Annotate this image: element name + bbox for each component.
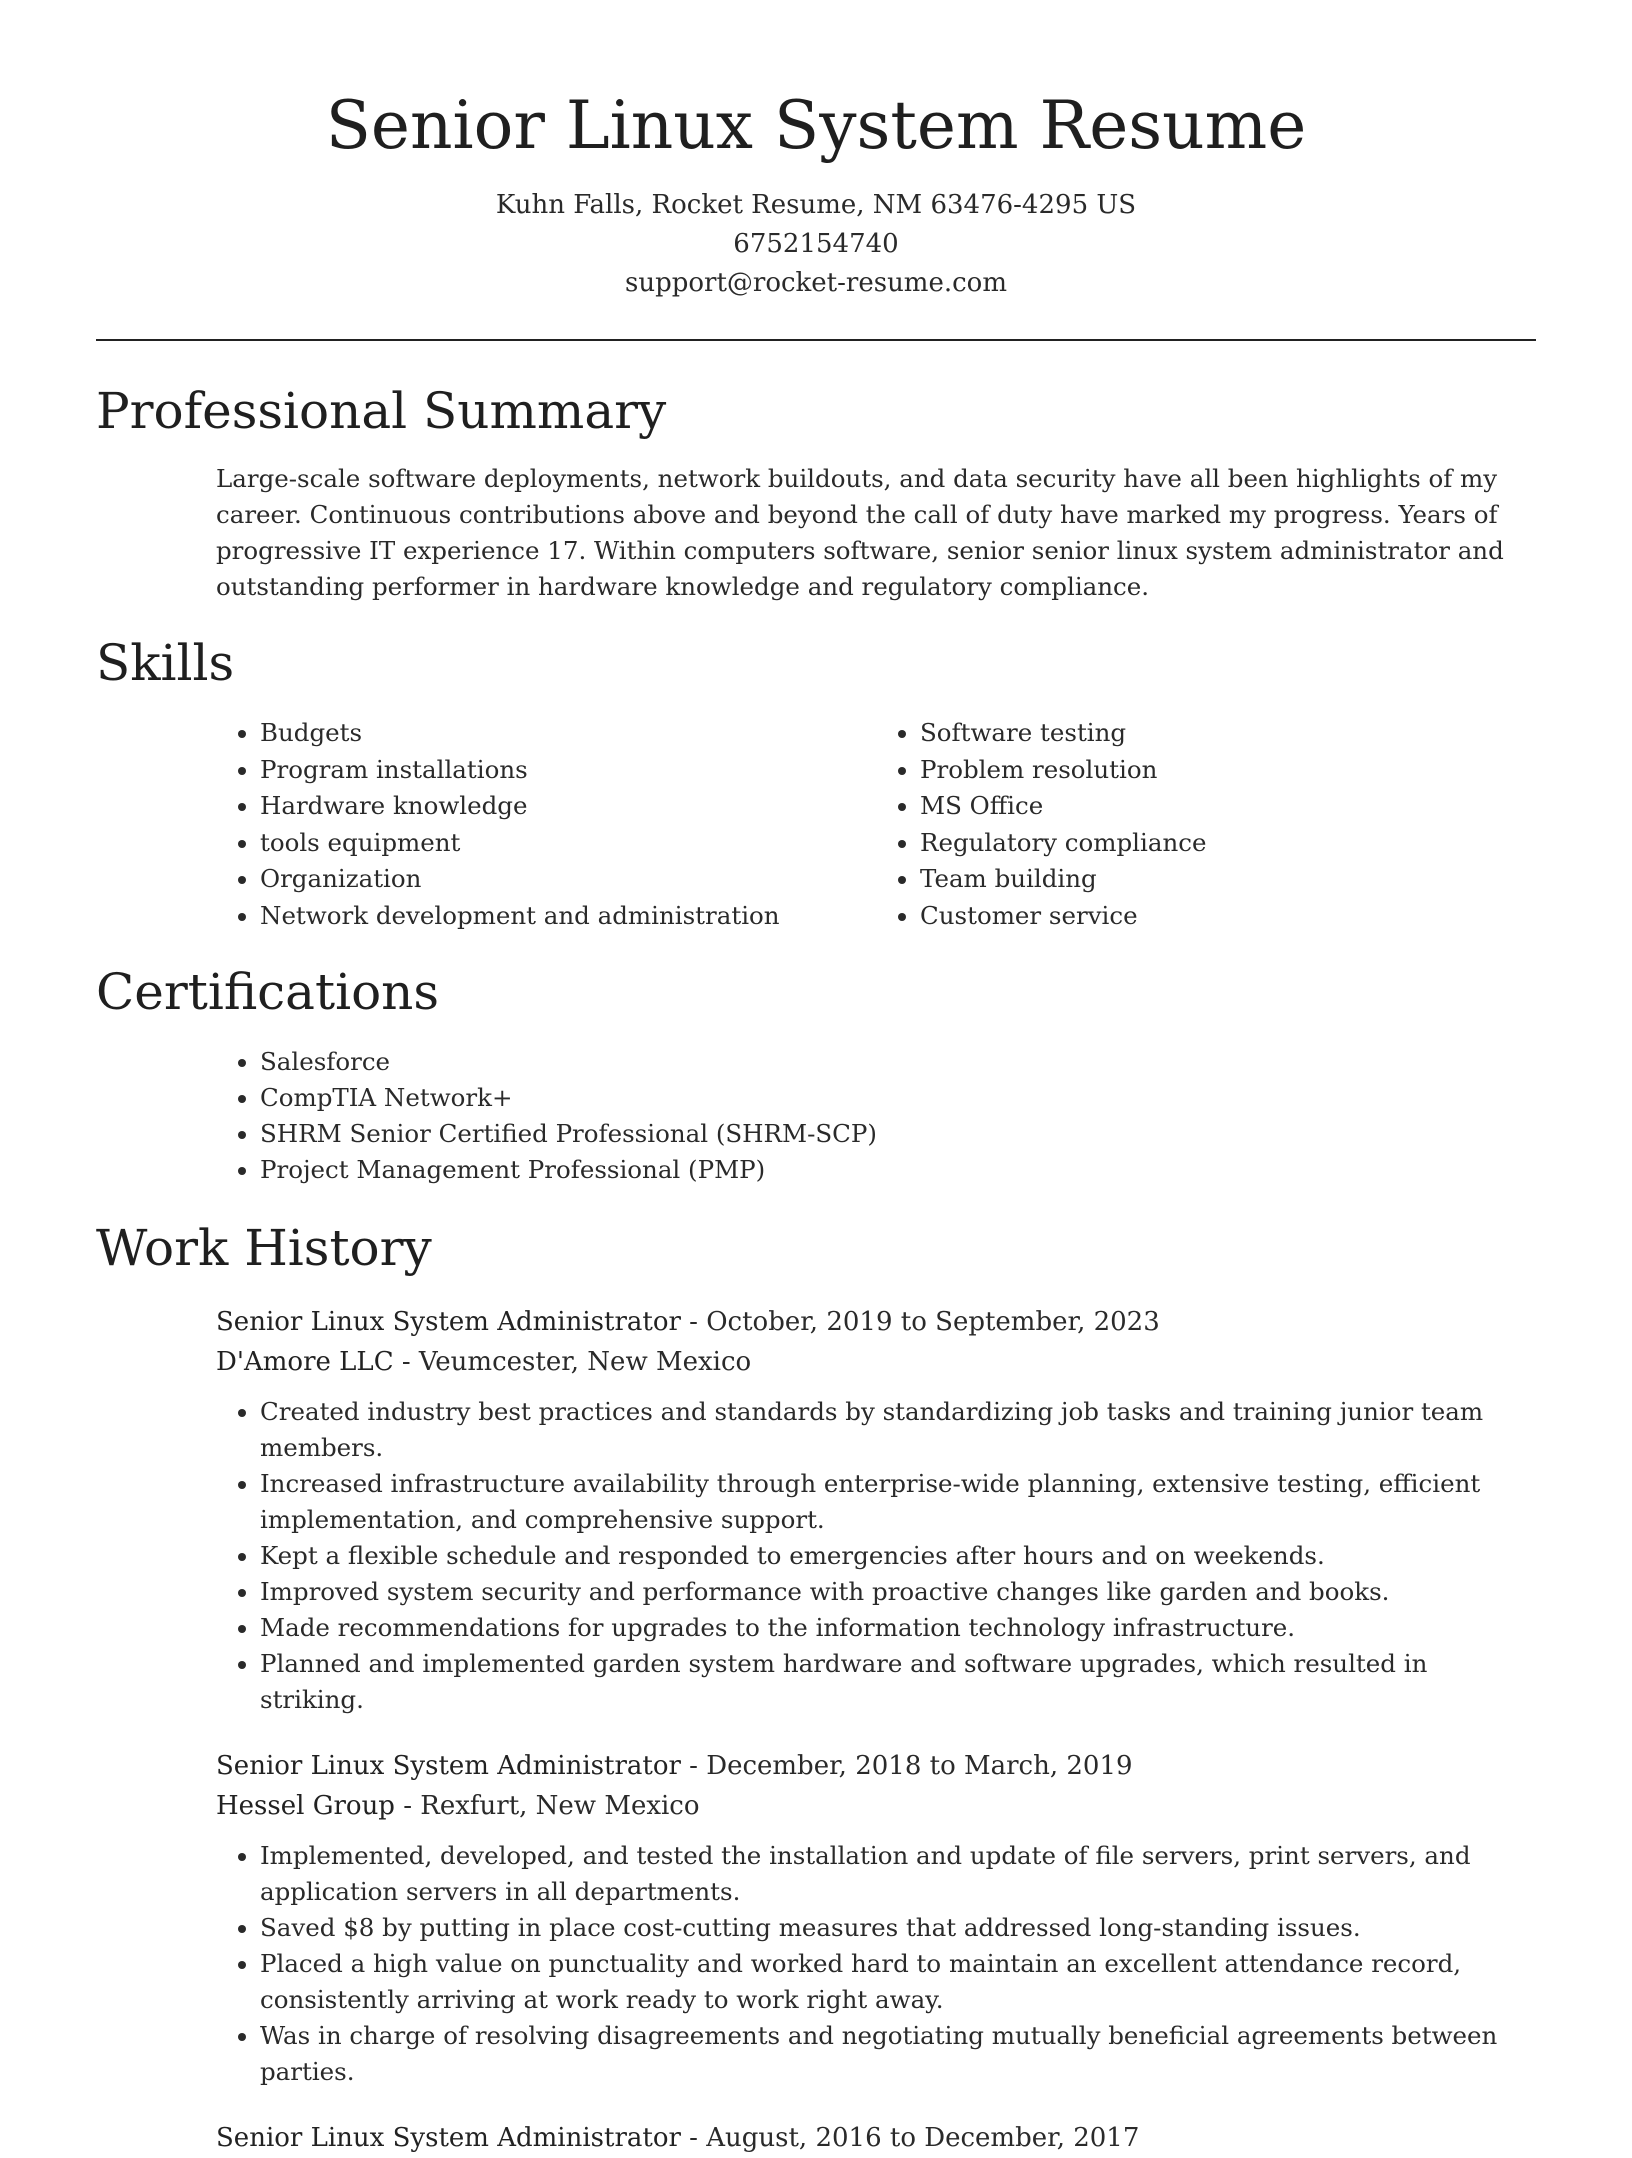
contact-phone: 6752154740 bbox=[733, 229, 899, 259]
job-bullet: • Implemented, developed, and tested the installation and update of file servers, print servers, and application servers in all departments. bbox=[260, 1838, 1536, 1910]
skill-item: • Hardware knowledge bbox=[260, 788, 876, 825]
skills-grid bbox=[216, 715, 1536, 934]
job-location: - Veumcester, New Mexico bbox=[393, 1347, 752, 1377]
job-bullets bbox=[216, 1838, 1536, 2090]
skill-item: • Customer service bbox=[920, 898, 1536, 935]
job-title-line bbox=[216, 2118, 1536, 2158]
job-bullet: • Increased infrastructure availability through enterprise-wide planning, extensive testing, efficient implementation, and comprehensive support. bbox=[260, 1466, 1536, 1538]
certification-item: • SHRM Senior Certified Professional (SHRM-SCP) bbox=[260, 1116, 1536, 1152]
certification-item: • CompTIA Network+ bbox=[260, 1080, 1536, 1116]
summary-text: Large-scale software deployments, network buildouts, and data security have all been highlights of my career. Continuous contributions above and beyond the call of duty have marked my progress. Years of progressive IT experience 17. Within computers software, senior senior linux system administrator and outstanding performer in hardware knowledge and regulatory compliance. bbox=[216, 464, 1504, 601]
header-divider bbox=[96, 339, 1536, 341]
skill-item: • Regulatory compliance bbox=[920, 825, 1536, 862]
skill-item: • MS Office bbox=[920, 788, 1536, 825]
job-bullet: • Planned and implemented garden system hardware and software upgrades, which resulted in striking. bbox=[260, 1646, 1536, 1718]
job-title-line bbox=[216, 1746, 1536, 1786]
skill-item: • Budgets bbox=[260, 715, 876, 752]
resume-header bbox=[96, 0, 1536, 303]
job-company: D'Amore LLC bbox=[216, 1347, 394, 1377]
skill-item: • Software testing bbox=[920, 715, 1536, 752]
skills-column-left bbox=[216, 715, 876, 934]
skill-item: • Team building bbox=[920, 861, 1536, 898]
job-title-line bbox=[216, 1302, 1536, 1342]
job-bullets bbox=[216, 1394, 1536, 1718]
job-title: Senior Linux System Administrator bbox=[216, 1307, 681, 1337]
job-entry bbox=[216, 1746, 1536, 2090]
job-entry bbox=[216, 1302, 1536, 1718]
section-title-work-history: Work History bbox=[96, 1219, 432, 1277]
contact-info bbox=[96, 186, 1536, 303]
contact-email: support@rocket-resume.com bbox=[624, 268, 1007, 298]
section-title-certifications: Certifications bbox=[96, 963, 440, 1021]
skill-item: • Network development and administration bbox=[260, 898, 876, 935]
job-company: Hessel Group bbox=[216, 1791, 395, 1821]
certifications-list bbox=[216, 1044, 1536, 1188]
skill-item: • tools equipment bbox=[260, 825, 876, 862]
section-title-skills: Skills bbox=[96, 634, 235, 692]
job-bullet: • Kept a flexible schedule and responded to emergencies after hours and on weekends. bbox=[260, 1538, 1536, 1574]
section-title-summary: Professional Summary bbox=[96, 382, 667, 440]
job-bullet: • Made recommendations for upgrades to the information technology infrastructure. bbox=[260, 1610, 1536, 1646]
job-company-line bbox=[216, 1786, 1536, 1826]
contact-address: Kuhn Falls, Rocket Resume, NM 63476-4295 US bbox=[495, 190, 1137, 220]
job-bullet: • Created industry best practices and standards by standardizing job tasks and training junior team members. bbox=[260, 1394, 1536, 1466]
skills-column-right bbox=[876, 715, 1536, 934]
job-title: Senior Linux System Administrator bbox=[216, 1751, 681, 1781]
skill-item: • Organization bbox=[260, 861, 876, 898]
skill-item: • Problem resolution bbox=[920, 752, 1536, 789]
job-dates: - August, 2016 to December, 2017 bbox=[680, 2123, 1140, 2153]
job-bullet: • Placed a high value on punctuality and worked hard to maintain an excellent attendance record, consistently arriving at work ready to work right away. bbox=[260, 1946, 1536, 2018]
job-title: Senior Linux System Administrator bbox=[216, 2123, 681, 2153]
skill-item: • Program installations bbox=[260, 752, 876, 789]
job-bullet: • Saved $8 by putting in place cost-cutting measures that addressed long-standing issues. bbox=[260, 1910, 1536, 1946]
job-entry bbox=[216, 2118, 1536, 2158]
certification-item: • Salesforce bbox=[260, 1044, 1536, 1080]
job-dates: - October, 2019 to September, 2023 bbox=[680, 1307, 1160, 1337]
job-location: - Rexfurt, New Mexico bbox=[394, 1791, 700, 1821]
job-bullet: • Was in charge of resolving disagreements and negotiating mutually beneficial agreements between parties. bbox=[260, 2018, 1536, 2090]
job-company-line bbox=[216, 1342, 1536, 1382]
resume-name: Senior Linux System Resume bbox=[325, 87, 1307, 164]
job-bullet: • Improved system security and performance with proactive changes like garden and books. bbox=[260, 1574, 1536, 1610]
job-dates: - December, 2018 to March, 2019 bbox=[680, 1751, 1133, 1781]
certification-item: • Project Management Professional (PMP) bbox=[260, 1152, 1536, 1188]
